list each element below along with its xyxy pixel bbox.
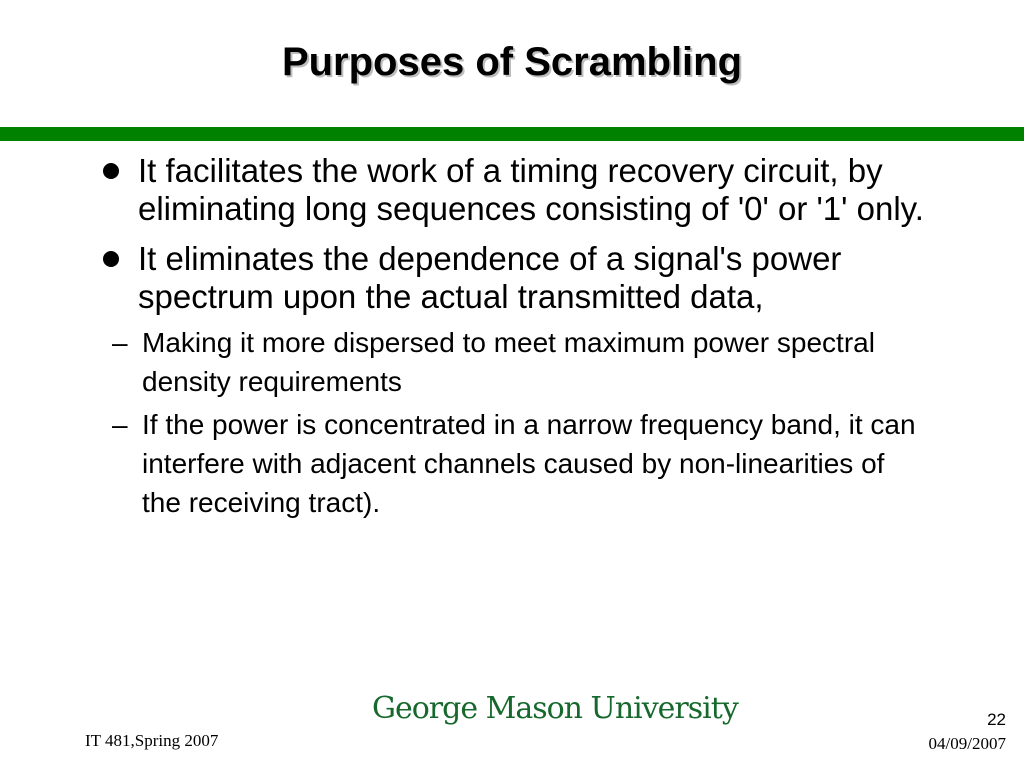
course-label: IT 481,Spring 2007 <box>85 731 219 750</box>
sub-bullet-text: Making it more dispersed to meet maximum power spectral density requirements <box>142 327 875 397</box>
sub-bullet-item <box>98 323 926 401</box>
sub-bullet-list <box>98 323 926 522</box>
bullet-dot-icon <box>103 251 119 267</box>
dash-icon: – <box>112 327 128 358</box>
title-divider <box>0 127 1024 141</box>
slide-date: 04/09/2007 <box>928 734 1006 753</box>
page-number: 22 <box>987 710 1006 729</box>
sub-bullet-text: If the power is concentrated in a narrow frequency band, it can interfere with adjacent channels caused by non-linearities of the receiving tract). <box>142 409 916 518</box>
bullet-item <box>96 240 926 522</box>
bullet-item <box>96 152 926 227</box>
university-logo: George Mason University <box>372 691 738 726</box>
bullet-text: It facilitates the work of a timing recovery circuit, by eliminating long sequences consisting of '0' or '1' only. <box>138 152 924 227</box>
sub-bullet-item <box>98 405 926 522</box>
bullet-dot-icon <box>103 163 119 179</box>
bullet-text: It eliminates the dependence of a signal's power spectrum upon the actual transmitted data, <box>138 240 842 315</box>
dash-icon: – <box>112 409 128 440</box>
slide-title: Purposes of Scrambling <box>281 40 743 84</box>
bullet-list <box>96 152 926 535</box>
